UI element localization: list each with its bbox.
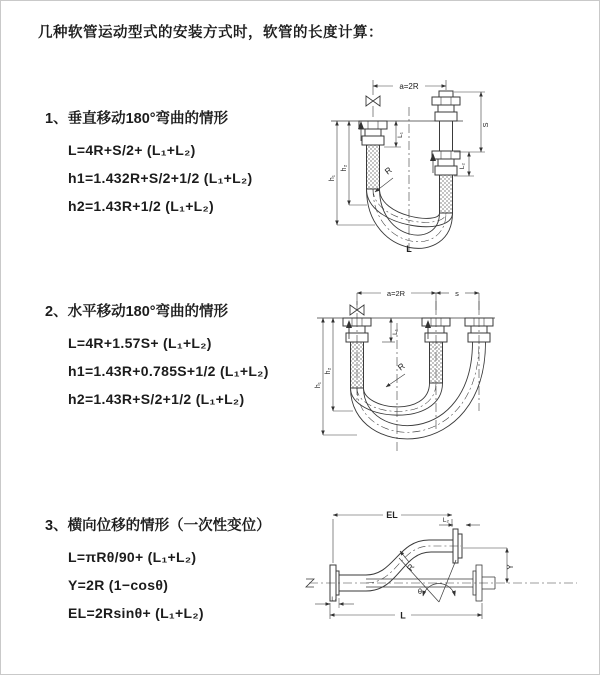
radius-leader [386,374,405,387]
dim-label-a2r: a=2R [399,82,419,91]
dim-label-s: s [455,289,459,298]
section-vertical-movement [45,107,253,220]
hose-curves [351,342,486,439]
dim-label-s: S [481,122,490,128]
section-lateral-displacement [45,514,271,627]
formula-h2: h2=1.43R+S/2+1/2 (L₁+L₂) [68,391,245,407]
braided-hose-right [440,175,453,213]
dimension-h2 [349,121,367,205]
formula-EL: EL=2Rsinθ+ (L₁+L₂) [68,605,204,621]
braided-hose-left [367,145,380,189]
diagram-vertical-u-bend [311,73,591,259]
section-1-heading: 1、垂直移动180°弯曲的情形 [45,111,229,127]
formula-L: L=πRθ/90+ (L₁+L₂) [68,549,197,565]
movement-arrows [346,320,431,339]
formula-h1: h1=1.432R+S/2+1/2 (L₁+L₂) [68,170,253,186]
radius-label: R [395,360,407,373]
braided-hose-left [351,342,364,388]
page-title: 几种软管运动型式的安装方式时，软管的长度计算： [38,25,383,41]
angle-label: θ [417,587,423,596]
hose-fitting-right-lower [432,151,460,175]
dim-label-h1: h₁ [329,174,336,182]
dim-label-h2: h₂ [341,164,348,172]
diagram-horizontal-u-bend [309,283,589,461]
valve-icon [366,96,380,117]
formula-L: L=4R+S/2+ (L₁+L₂) [68,142,196,158]
radius-label: R [404,561,417,573]
hose-fitting-left [359,121,387,145]
dim-label-l2: L₂ [442,517,450,524]
radius-label: R [382,164,394,177]
formula-Y: Y=2R (1−cosθ) [68,577,169,593]
formula-h1: h1=1.43R+0.785S+1/2 (L₁+L₂) [68,363,269,379]
diagram-lateral-s-curve [299,503,591,651]
dimension-y [463,548,507,583]
section-horizontal-movement [45,300,269,413]
dim-label-l1: L₁ [331,597,337,603]
dimension-el [333,515,452,563]
section-3-heading: 3、横向位移的情形（一次性变位） [45,518,271,534]
braided-hose-middle [430,342,443,383]
hose-fitting-right-upper [432,91,460,121]
center-lines [357,301,479,451]
dim-label-l1: L₁ [392,329,399,335]
dim-label-l1: L₁ [397,132,404,138]
dim-label-a2r: a=2R [386,289,406,298]
dimension-s [454,92,485,152]
formula-L: L=4R+1.57S+ (L₁+L₂) [68,335,212,351]
dimension-l [330,603,482,619]
dimension-a2r [357,293,479,313]
dim-label-h1: h₁ [315,381,322,389]
dim-label-l: L [400,610,406,621]
length-label: L [406,244,412,254]
right-pipe [440,121,453,151]
dim-label-y: Y [506,564,515,570]
section-2-heading: 2、水平移动180°弯曲的情形 [45,304,229,320]
dim-label-el: EL [386,510,398,520]
dim-label-l2: L₂ [459,162,466,170]
dim-label-h2: h₂ [325,367,332,375]
formula-h2: h2=1.43R+1/2 (L₁+L₂) [68,198,215,214]
